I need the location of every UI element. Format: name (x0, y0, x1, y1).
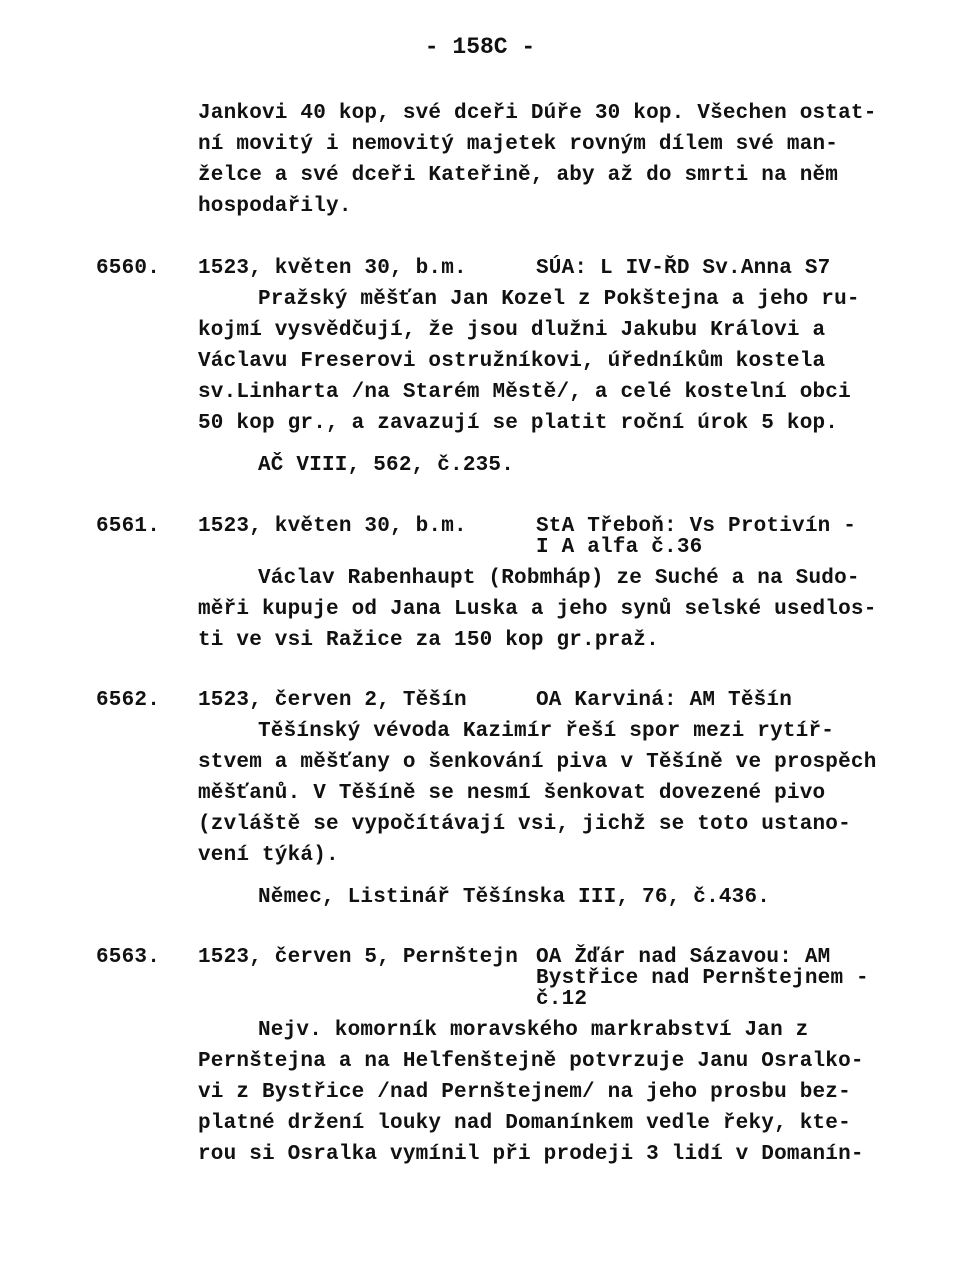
entry-archive: č.12 (536, 988, 588, 1011)
intro-line: želce a své dceři Kateřině, aby až do smrti na něm (198, 164, 839, 187)
entry-body-line: (zvláště se vypočítávají vsi, jichž se toto ustano- (198, 813, 851, 836)
entry-body-line: 50 kop gr., a zavazují se platit roční úrok 5 kop. (198, 412, 839, 435)
entry-archive: OA Žďár nad Sázavou: AM (536, 946, 831, 969)
entry-body-line: platné držení louky nad Domanínkem vedle řeky, kte- (198, 1112, 851, 1135)
entry-archive: OA Karviná: AM Těšín (536, 689, 793, 712)
entry-number: 6560. (96, 257, 161, 280)
entry-date-place: 1523, červen 5, Pernštejn (198, 946, 519, 969)
entry-body-line: vi z Bystřice /nad Pernštejnem/ na jeho prosbu bez- (198, 1081, 851, 1104)
page-number: - 158C - (424, 34, 536, 60)
entry-reference: AČ VIII, 562, č.235. (258, 454, 515, 477)
entry-archive: I A alfa č.36 (536, 536, 703, 559)
entry-body-line: ti ve vsi Ražice za 150 kop gr.praž. (198, 629, 659, 652)
entry-date-place: 1523, květen 30, b.m. (198, 515, 467, 538)
intro-line: hospodařily. (198, 195, 352, 218)
entry-body-line: vení týká). (198, 844, 339, 867)
entry-body-line: Václavu Freserovi ostružníkovi, úředníkům kostela (198, 350, 826, 373)
entry-body-line: rou si Osralka vymínil při prodeji 3 lidí v Domanín- (198, 1143, 864, 1166)
entry-archive: SÚA: L IV-ŘD Sv.Anna S7 (536, 257, 831, 280)
entry-body-line: kojmí vysvědčují, že jsou dlužni Jakubu Královi a (198, 319, 826, 342)
entry-reference: Němec, Listinář Těšínska III, 76, č.436. (258, 886, 771, 909)
entry-body-line: sv.Linharta /na Starém Městě/, a celé kostelní obci (198, 381, 851, 404)
entry-body-line: Václav Rabenhaupt (Robmháp) ze Suché a na Sudo- (258, 567, 860, 590)
entry-date-place: 1523, červen 2, Těšín (198, 689, 467, 712)
entry-number: 6562. (96, 689, 161, 712)
entry-body-line: měři kupuje od Jana Luska a jeho synů selské usedlos- (198, 598, 877, 621)
entry-body-line: Pražský měšťan Jan Kozel z Pokštejna a jeho ru- (258, 288, 860, 311)
entry-body-line: Pernštejna a na Helfenštejně potvrzuje Janu Osralko- (198, 1050, 864, 1073)
intro-line: ní movitý i nemovitý majetek rovným dílem své man- (198, 133, 839, 156)
entry-body-line: měšťanů. V Těšíně se nesmí šenkovat dovezené pivo (198, 782, 826, 805)
entry-archive: Bystřice nad Pernštejnem - (536, 967, 869, 990)
entry-body-line: stvem a měšťany o šenkování piva v Těšíně ve prospěch (198, 751, 877, 774)
entry-archive: StA Třeboň: Vs Protivín - (536, 515, 857, 538)
intro-line: Jankovi 40 kop, své dceři Dúře 30 kop. Všechen ostat- (198, 102, 877, 125)
entry-body-line: Těšínský vévoda Kazimír řeší spor mezi rytíř- (258, 720, 835, 743)
entry-number: 6563. (96, 946, 161, 969)
entry-date-place: 1523, květen 30, b.m. (198, 257, 467, 280)
entry-number: 6561. (96, 515, 161, 538)
entry-body-line: Nejv. komorník moravského markrabství Jan z (258, 1019, 809, 1042)
